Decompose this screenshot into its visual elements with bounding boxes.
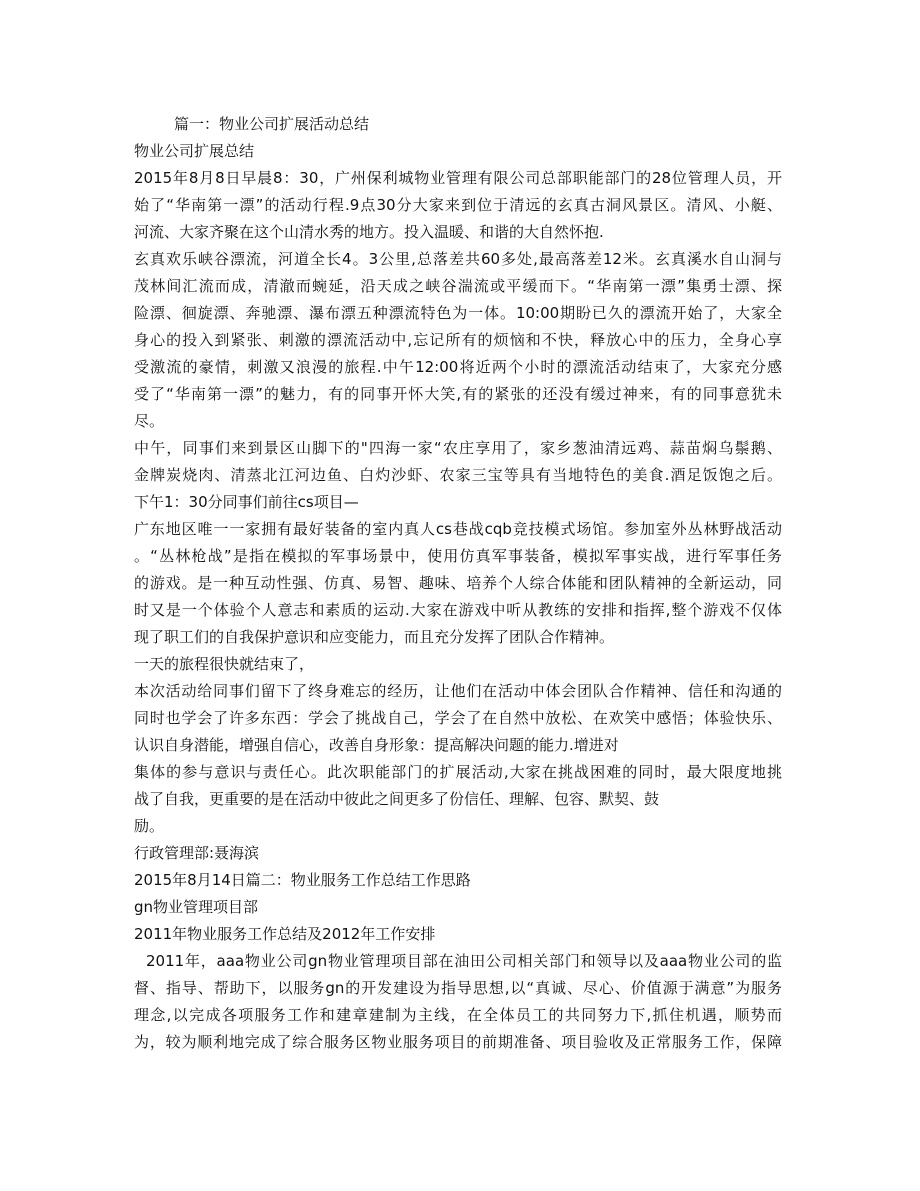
text-line: 下午1：30分同事们前往cs项目—: [134, 493, 359, 511]
article-subtitle: 物业公司扩展总结: [134, 142, 255, 160]
article-heading-2: 2015年8月14日篇二：物业服务工作总结工作思路: [134, 871, 471, 889]
text-line: 时又是一个体验个人意志和素质的运动.大家在游戏中听从教练的安排和指挥,整个游戏不仅体: [134, 601, 782, 619]
text-line: 同时也学会了许多东西：学会了挑战自己，学会了在自然中放松、在欢笑中感悟；体验快乐、: [134, 709, 782, 727]
text-line: 茂林间汇流而成，清澈而蜿延，沿天成之峡谷湍流或平缓而下。“华南第一漂”集勇士漂、探: [134, 277, 782, 295]
text-line: 尽。: [134, 412, 165, 430]
document-body: [134, 111, 794, 1056]
text-line: 受了“华南第一漂”的魅力，有的同事开怀大笑,有的紧张的还没有缓过神来，有的同事意犹未: [134, 385, 782, 403]
text-line: 一天的旅程很快就结束了，: [134, 655, 315, 673]
text-line: 励。: [134, 817, 165, 835]
text-line: 本次活动给同事们留下了终身难忘的经历，让他们在活动中体会团队合作精神、信任和沟通的: [134, 682, 782, 700]
text-line: 督、指导、帮助下，以服务gn的开发建设为指导思想,以“真诚、尽心、价值源于满意”为服务: [134, 979, 782, 997]
text-line: 身心的投入到紧张、刺激的漂流活动中,忘记所有的烦恼和不快，释放心中的压力，全身心享: [134, 331, 782, 349]
text-line: 广东地区唯一一家拥有最好装备的室内真人cs巷战cqb竞技模式场馆。参加室外丛林野战活动: [134, 520, 782, 538]
signature-line: 行政管理部:聂海滨: [134, 844, 260, 862]
text-line: 的游戏。是一种互动性强、仿真、易智、趣味、培养个人综合体能和团队精神的全新运动，同: [134, 574, 782, 592]
text-line: 现了职工们的自我保护意识和应变能力，而且充分发挥了团队合作精神。: [134, 628, 615, 646]
text-line: 2011年，aaa物业公司gn物业管理项目部在油田公司相关部门和领导以及aaa物业公司的监: [146, 952, 782, 970]
text-line: 受激流的豪情，刺激又浪漫的旅程.中午12:00将近两个小时的漂流活动结束了，大家充分感: [134, 358, 782, 376]
text-line: 始了“华南第一漂”的活动行程.9点30分大家来到位于清远的玄真古洞风景区。清风、小艇、: [134, 196, 782, 214]
text-line: 玄真欢乐峡谷漂流，河道全长4。3公里,总落差共60多处,最高落差12米。玄真溪水自山洞与: [134, 250, 782, 268]
text-line: 河流、大家齐聚在这个山清水秀的地方。投入温暖、和谐的大自然怀抱.: [134, 223, 604, 241]
text-line: 金牌炭烧肉、清蒸北江河边鱼、白灼沙虾、农家三宝等具有当地特色的美食.酒足饭饱之后。: [134, 466, 782, 484]
text-line: 中午，同事们来到景区山脚下的"四海一家“农庄享用了，家乡葱油清远鸡、蒜苗焖乌鬃鹅、: [134, 439, 782, 457]
text-line: 战了自我，更重要的是在活动中彼此之间更多了份信任、理解、包容、默契、鼓: [134, 790, 660, 808]
text-line: 认识自身潜能，增强自信心，改善自身形象：提高解决问题的能力.增进对: [134, 736, 619, 754]
text-line: 2015年8月8日早晨8：30，广州保利城物业管理有限公司总部职能部门的28位管理人员，开: [134, 169, 782, 187]
text-line: 险漂、徊旋漂、奔驰漂、瀑布漂五种漂流特色为一体。10:00期盼已久的漂流开始了，大家全: [134, 304, 782, 322]
article-heading-1: 篇一：物业公司扩展活动总结: [174, 115, 370, 133]
report-title: 2011年物业服务工作总结及2012年工作安排: [134, 925, 436, 943]
project-department: gn物业管理项目部: [134, 898, 259, 916]
text-line: 。“丛林枪战”是指在模拟的军事场景中，使用仿真军事装备，模拟军事实战，进行军事任务: [134, 547, 782, 565]
text-line: 理念,以完成各项服务工作和建章建制为主线，在全体员工的共同努力下,抓住机遇，顺势而: [134, 1006, 782, 1024]
text-line: 为，较为顺利地完成了综合服务区物业服务项目的前期准备、项目验收及正常服务工作，保障: [134, 1033, 782, 1051]
text-line: 集体的参与意识与责任心。此次职能部门的扩展活动,大家在挑战困难的同时，最大限度地挑: [134, 763, 782, 781]
